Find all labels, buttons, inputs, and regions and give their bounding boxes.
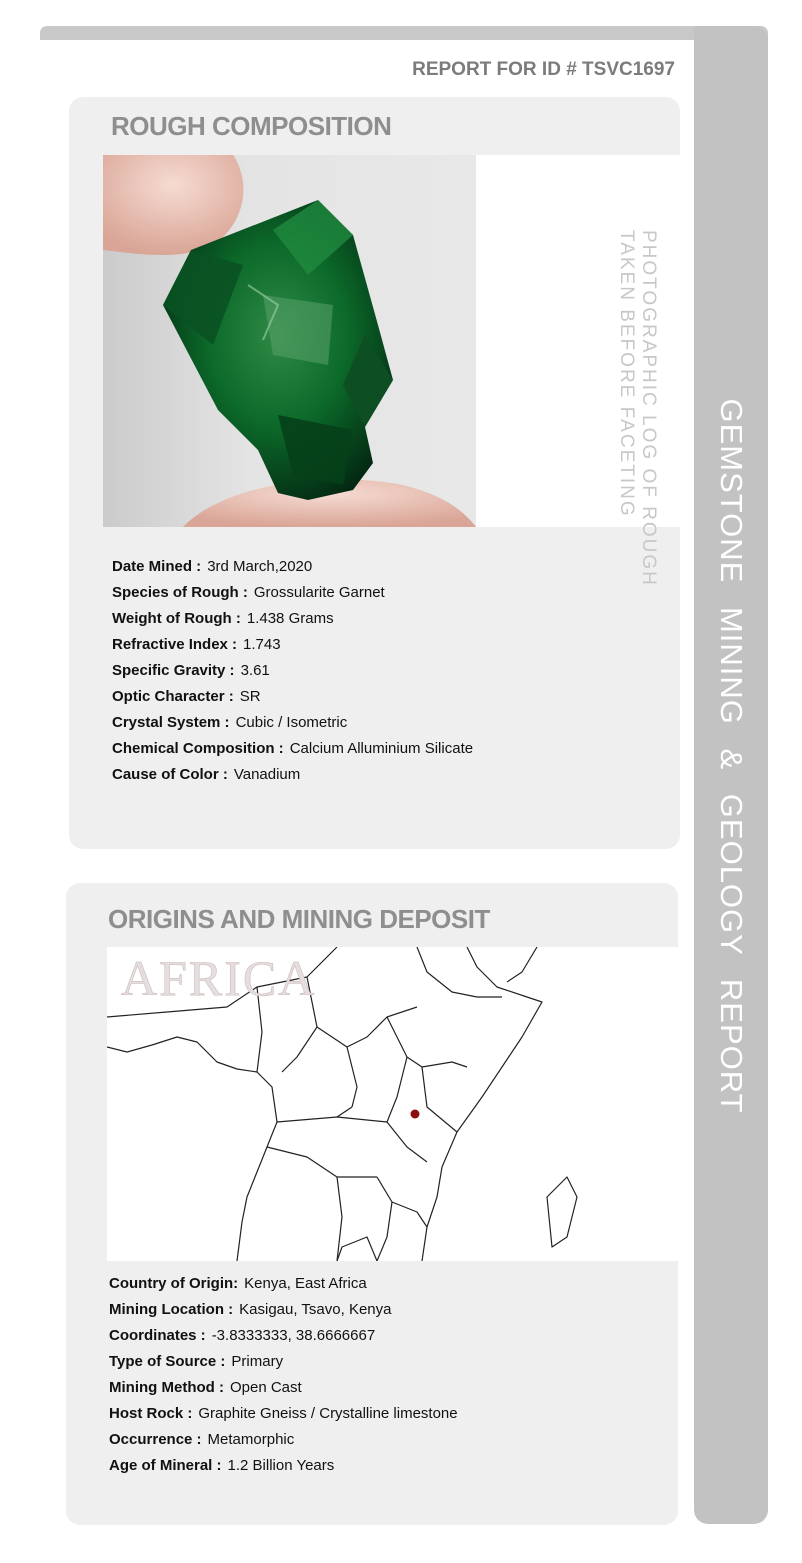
field-label: Chemical Composition : [112,740,284,757]
field-coordinates [109,1327,458,1353]
field-age-of-mineral [109,1457,458,1483]
field-label: Species of Rough : [112,584,248,601]
field-country-of-origin [109,1275,458,1301]
field-label: Mining Method : [109,1379,224,1396]
field-optic-character [112,688,473,714]
photo-caption-line-1: PHOTOGRAPHIC LOG OF ROUGH [638,230,659,587]
origin-details-list [109,1275,458,1483]
field-label: Refractive Index : [112,636,238,653]
field-mining-method [109,1379,458,1405]
photo-caption-line-2: TAKEN BEFORE FACETING [616,230,637,518]
field-refractive-index [112,636,473,662]
field-value: -3.8333333, 38.6666667 [211,1327,376,1344]
gem-illustration [103,155,476,527]
field-value: SR [239,688,261,705]
field-label: Country of Origin: [109,1275,239,1292]
field-value: Vanadium [233,766,301,783]
field-value: 3.61 [240,662,270,679]
field-host-rock [109,1405,458,1431]
field-occurrence [109,1431,458,1457]
field-crystal-system [112,714,473,740]
field-value: Metamorphic [207,1431,295,1448]
field-value: Graphite Gneiss / Crystalline limestone [198,1405,458,1422]
field-label: Host Rock : [109,1405,193,1422]
field-value: Kasigau, Tsavo, Kenya [239,1301,392,1318]
rough-details-list [112,558,473,792]
map-label: AFRICA [121,950,317,1006]
rough-composition-section [69,97,680,849]
field-value: Primary [231,1353,284,1370]
field-label: Optic Character : [112,688,234,705]
field-label: Age of Mineral : [109,1457,222,1474]
field-label: Type of Source : [109,1353,226,1370]
field-label: Cause of Color : [112,766,228,783]
section-title: ROUGH COMPOSITION [111,111,392,141]
side-banner-title: GEMSTONE MINING & GEOLOGY REPORT [714,398,749,1114]
africa-map-illustration [107,947,678,1261]
report-id: REPORT FOR ID # TSVC1697 [412,59,675,80]
header-bar [40,26,768,40]
field-label: Crystal System : [112,714,230,731]
field-cause-of-color [112,766,473,792]
field-label: Weight of Rough : [112,610,241,627]
field-label: Date Mined : [112,558,202,575]
kasigau-marker [411,1110,420,1119]
field-label: Coordinates : [109,1327,206,1344]
section-title: ORIGINS AND MINING DEPOSIT [108,904,490,934]
field-mining-location [109,1301,458,1327]
field-label: Mining Location : [109,1301,234,1318]
field-label: Specific Gravity : [112,662,235,679]
field-value: Kenya, East Africa [244,1275,367,1292]
field-label: Occurrence : [109,1431,202,1448]
origins-section [66,883,678,1525]
field-value: 1.438 Grams [246,610,334,627]
photo-caption [615,230,659,587]
field-value: 1.2 Billion Years [227,1457,335,1474]
field-type-of-source [109,1353,458,1379]
field-value: Calcium Alluminium Silicate [289,740,474,757]
field-chemical-composition [112,740,473,766]
field-value: Cubic / Isometric [235,714,348,731]
field-value: 3rd March,2020 [207,558,313,575]
africa-map [107,947,678,1261]
field-value: Grossularite Garnet [253,584,385,601]
field-value: Open Cast [229,1379,302,1396]
field-value: 1.743 [243,636,281,653]
field-specific-gravity [112,662,473,688]
field-weight [112,610,473,636]
field-date-mined [112,558,473,584]
rough-gem-photo [103,155,476,527]
field-species [112,584,473,610]
